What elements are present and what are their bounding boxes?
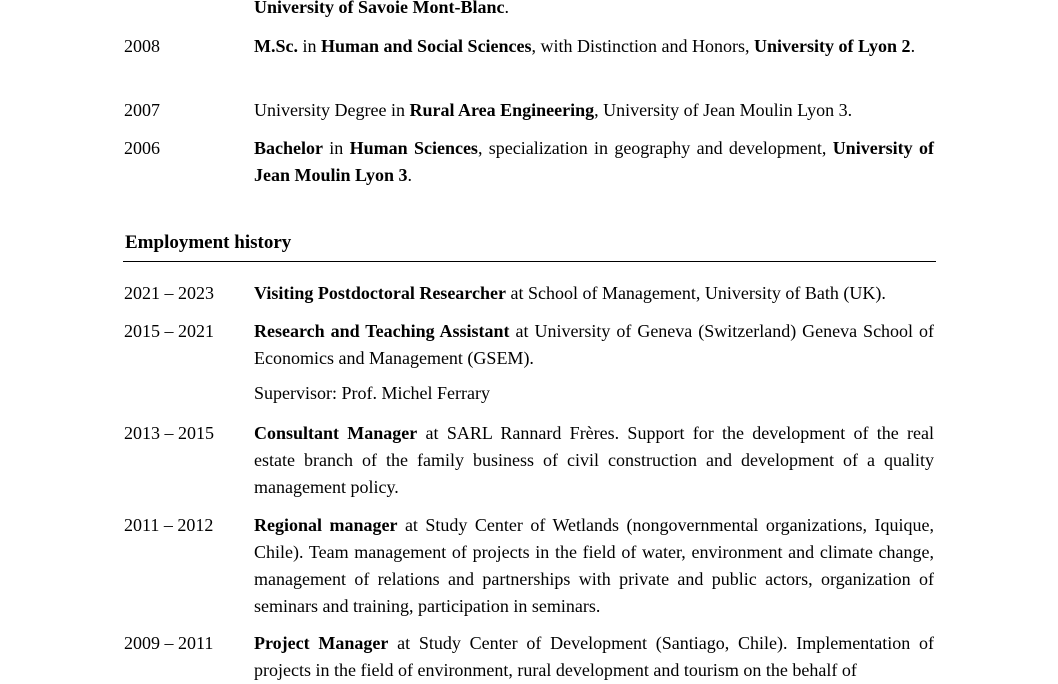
education-year: 2006 xyxy=(124,138,160,158)
education-continuation-text: University of Savoie Mont-Blanc. xyxy=(254,0,509,17)
education-year: 2008 xyxy=(124,36,160,56)
education-description xyxy=(254,135,934,189)
bold-text-run: Bachelor xyxy=(254,138,323,158)
employment-years: 2013 – 2015 xyxy=(124,423,214,443)
employment-description xyxy=(254,280,934,307)
text-run: University Degree in xyxy=(254,100,410,120)
text-run: in xyxy=(298,36,322,56)
text-run: at Study Center of Wetlands (nongovernmental organizations, Iquique, Chile). Team management of projects in the field of water, environment and climate change, management of relations and partnerships with private and public actors, organization of seminars and training, participation in seminars. xyxy=(254,515,935,616)
text-run: . xyxy=(910,36,916,56)
bold-text-run: Regional manager xyxy=(254,515,398,535)
text-run: , with Distinction and Honors, xyxy=(531,36,755,56)
employment-years: 2009 – 2011 xyxy=(124,633,214,653)
text-run: at School of Management, University of Bath (UK). xyxy=(505,283,886,303)
bold-text-run: Human Sciences xyxy=(349,138,478,158)
employment-description xyxy=(254,318,934,372)
text-run: at University of Geneva (Switzerland) Geneva School of Economics and Management (GSEM). xyxy=(254,321,934,368)
bold-text-run: Human and Social Sciences xyxy=(321,36,532,56)
bold-text-run: Project Manager xyxy=(254,633,389,653)
employment-supervisor-note: Supervisor: Prof. Michel Ferrary xyxy=(254,383,490,403)
text-run: , specialization in geography and development, xyxy=(477,138,833,158)
education-description xyxy=(254,33,934,60)
bold-text-run: Consultant Manager xyxy=(254,423,418,443)
section-divider xyxy=(123,261,936,262)
employment-description xyxy=(254,630,934,684)
bold-text-run: M.Sc. xyxy=(254,36,298,56)
employment-description-block xyxy=(254,318,934,407)
bold-text-run: Rural Area Engineering xyxy=(409,100,595,120)
text-run: , University of Jean Moulin Lyon 3. xyxy=(594,100,853,120)
bold-text-run: Research and Teaching Assistant xyxy=(254,321,510,341)
text-run: in xyxy=(323,138,350,158)
education-year: 2007 xyxy=(124,100,160,120)
bold-text-run: University of Lyon 2 xyxy=(754,36,911,56)
text-run: . xyxy=(407,165,413,185)
education-description xyxy=(254,97,934,124)
employment-description xyxy=(254,512,934,620)
text-run: at Study Center of Development (Santiago, Chile). Implementation of projects in the field of environment, rural development and tourism on the behalf of xyxy=(254,633,934,680)
bold-text-run: Visiting Postdoctoral Researcher xyxy=(254,283,506,303)
employment-years: 2021 – 2023 xyxy=(124,283,214,303)
employment-years: 2015 – 2021 xyxy=(124,321,214,341)
employment-years: 2011 – 2012 xyxy=(124,515,214,535)
employment-description xyxy=(254,420,934,501)
text-run: at SARL Rannard Frères. Support for the development of the real estate branch of the family business of civil construction and development of a quality management policy. xyxy=(254,423,934,497)
employment-history-heading: Employment history xyxy=(125,232,292,253)
bold-text-run: University of Jean Moulin Lyon 3 xyxy=(254,138,934,185)
